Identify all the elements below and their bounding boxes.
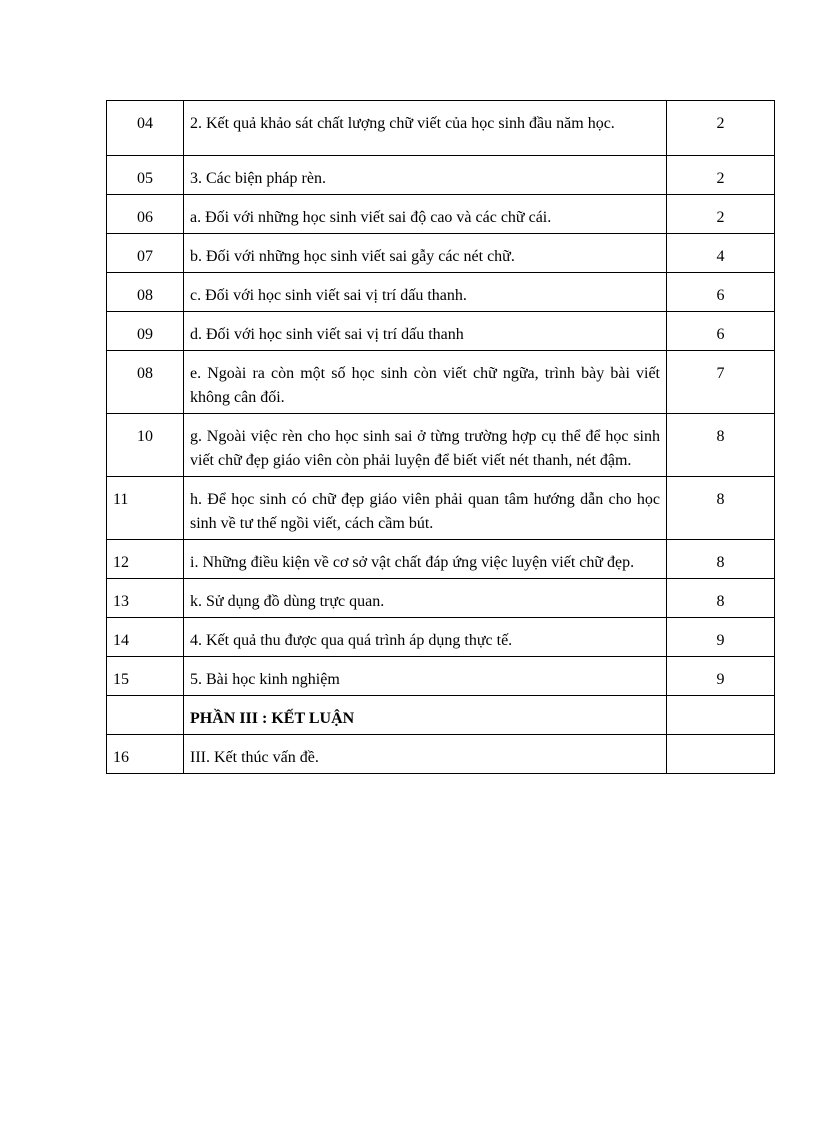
row-page: 7 (667, 351, 775, 414)
row-number: 12 (107, 540, 184, 579)
row-number: 10 (107, 414, 184, 477)
table-row (107, 414, 775, 477)
table-row (107, 540, 775, 579)
row-page: 2 (667, 156, 775, 195)
table-row (107, 477, 775, 540)
row-number: 04 (107, 101, 184, 156)
row-page: 8 (667, 477, 775, 540)
table-row (107, 273, 775, 312)
row-page: 9 (667, 618, 775, 657)
row-content: k. Sử dụng đồ dùng trực quan. (184, 579, 667, 618)
row-content: 3. Các biện pháp rèn. (184, 156, 667, 195)
row-content: e. Ngoài ra còn một số học sinh còn viết chữ ngữa, trình bày bài viết không cân đối. (184, 351, 667, 414)
row-number: 15 (107, 657, 184, 696)
row-number (107, 696, 184, 735)
row-content: III. Kết thúc vấn đề. (184, 735, 667, 774)
table-row (107, 657, 775, 696)
table-row (107, 735, 775, 774)
row-page (667, 735, 775, 774)
table-row (107, 101, 775, 156)
row-number: 13 (107, 579, 184, 618)
row-content: b. Đối với những học sinh viết sai gẫy các nét chữ. (184, 234, 667, 273)
table-row (107, 195, 775, 234)
row-content: c. Đối với học sinh viết sai vị trí dấu thanh. (184, 273, 667, 312)
row-number: 16 (107, 735, 184, 774)
row-page: 2 (667, 195, 775, 234)
row-page: 2 (667, 101, 775, 156)
row-page: 8 (667, 540, 775, 579)
row-page: 4 (667, 234, 775, 273)
row-content: g. Ngoài việc rèn cho học sinh sai ở từng trường hợp cụ thể để học sinh viết chữ đẹp giáo viên còn phải luyện để biết viết nét thanh, nét đậm. (184, 414, 667, 477)
row-page: 6 (667, 273, 775, 312)
row-number: 11 (107, 477, 184, 540)
table-row (107, 618, 775, 657)
row-content: 5. Bài học kinh nghiệm (184, 657, 667, 696)
row-number: 08 (107, 273, 184, 312)
row-number: 05 (107, 156, 184, 195)
row-content: d. Đối với học sinh viết sai vị trí dấu thanh (184, 312, 667, 351)
row-content: a. Đối với những học sinh viết sai độ cao và các chữ cái. (184, 195, 667, 234)
table-of-contents (106, 100, 775, 774)
row-number: 08 (107, 351, 184, 414)
row-page: 9 (667, 657, 775, 696)
row-number: 09 (107, 312, 184, 351)
row-page: 8 (667, 414, 775, 477)
row-content: i. Những điều kiện về cơ sở vật chất đáp ứng việc luyện viết chữ đẹp. (184, 540, 667, 579)
row-content: 2. Kết quả khảo sát chất lượng chữ viết của học sinh đầu năm học. (184, 101, 667, 156)
table-row (107, 156, 775, 195)
table-row (107, 312, 775, 351)
row-number: 07 (107, 234, 184, 273)
row-page: 8 (667, 579, 775, 618)
section-heading: PHẦN III : KẾT LUẬN (184, 696, 667, 735)
row-page (667, 696, 775, 735)
row-content: h. Để học sinh có chữ đẹp giáo viên phải quan tâm hướng dẫn cho học sinh về tư thế ngồi viết, cách cầm bút. (184, 477, 667, 540)
row-number: 06 (107, 195, 184, 234)
row-content: 4. Kết quả thu được qua quá trình áp dụng thực tế. (184, 618, 667, 657)
section-heading-row (107, 696, 775, 735)
table-row (107, 351, 775, 414)
table-row (107, 579, 775, 618)
row-number: 14 (107, 618, 184, 657)
row-page: 6 (667, 312, 775, 351)
table-row (107, 234, 775, 273)
